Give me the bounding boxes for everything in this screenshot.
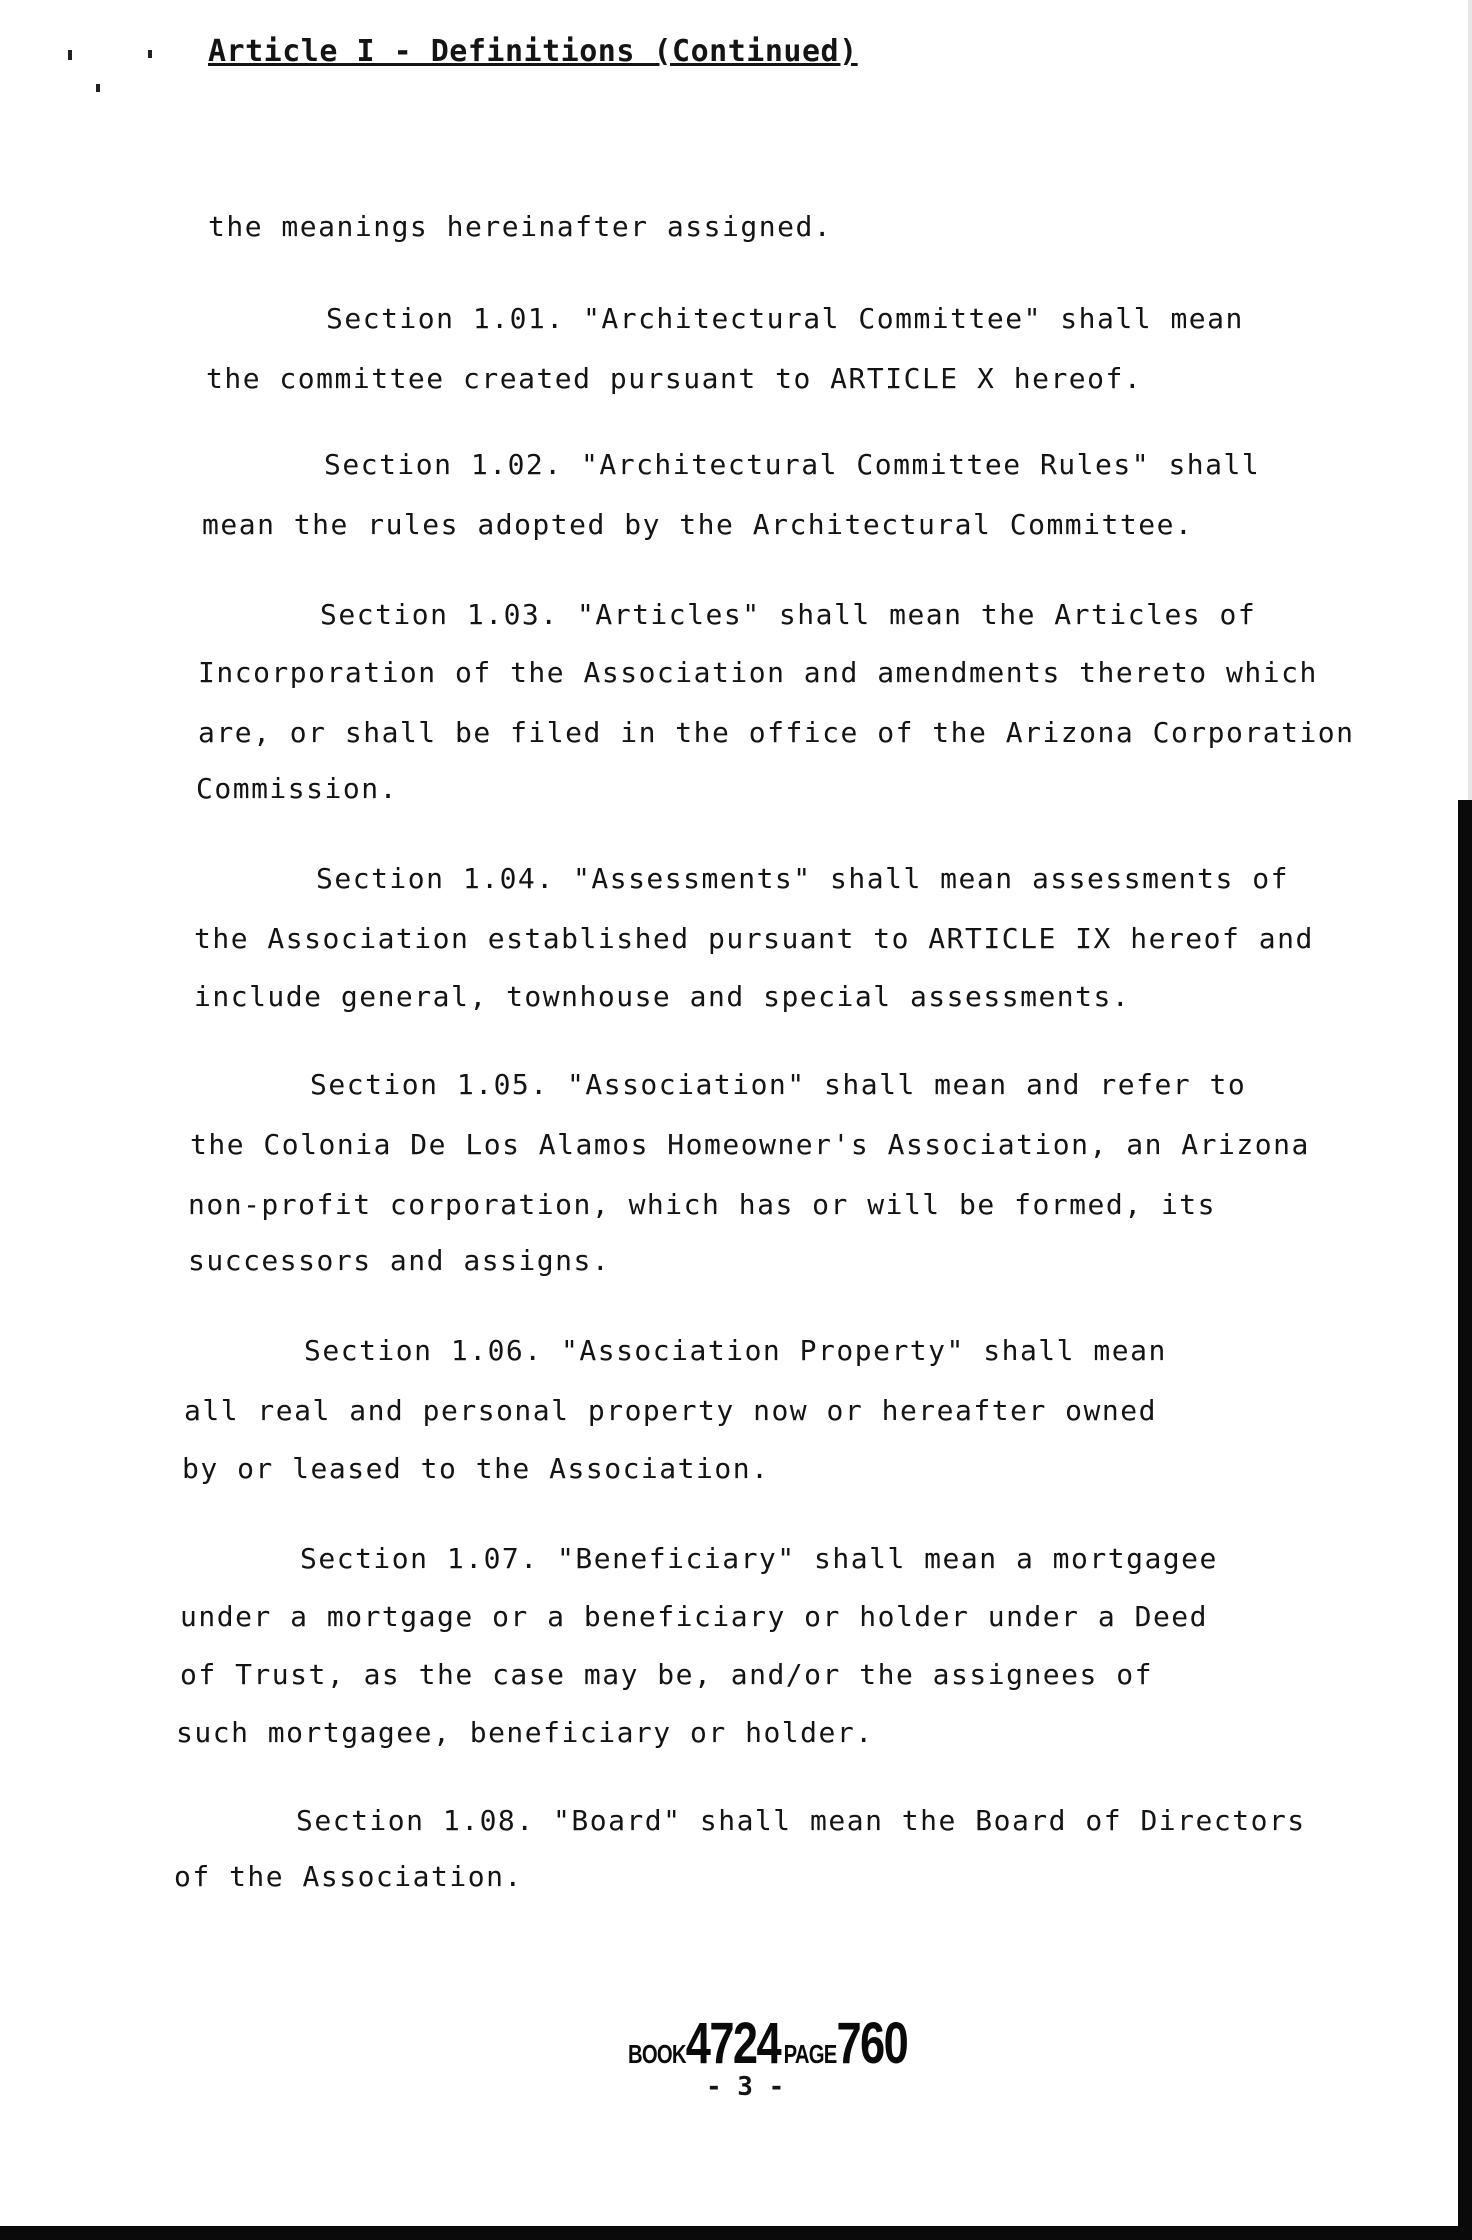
text-line: the Association established pursuant to ARTICLE IX hereof and bbox=[194, 922, 1314, 955]
book-number: 4724 bbox=[685, 2011, 781, 2076]
recording-stamp bbox=[628, 2010, 907, 2077]
book-label: BOOK bbox=[628, 2039, 686, 2069]
text-line: mean the rules adopted by the Architectural Committee. bbox=[202, 508, 1194, 541]
page-number: - 3 - bbox=[706, 2072, 785, 2102]
section-heading-line: Section 1.08. "Board" shall mean the Board of Directors bbox=[296, 1804, 1306, 1837]
text-line: the committee created pursuant to ARTICLE X hereof. bbox=[206, 362, 1143, 395]
text-line: under a mortgage or a beneficiary or holder under a Deed bbox=[180, 1600, 1209, 1633]
section-heading-line: Section 1.07. "Beneficiary" shall mean a mortgagee bbox=[300, 1542, 1218, 1575]
section-heading-line: Section 1.02. "Architectural Committee Rules" shall bbox=[324, 448, 1261, 481]
section-heading-line: Section 1.01. "Architectural Committee" shall mean bbox=[326, 302, 1244, 335]
scan-edge-right bbox=[1458, 800, 1472, 2240]
page-label: PAGE bbox=[783, 2039, 837, 2069]
section-heading-line: Section 1.03. "Articles" shall mean the Articles of bbox=[320, 598, 1257, 631]
scan-speck bbox=[148, 50, 152, 58]
text-line: of Trust, as the case may be, and/or the assignees of bbox=[180, 1658, 1153, 1691]
text-line: Incorporation of the Association and amendments thereto which bbox=[198, 656, 1318, 689]
page-reference: 760 bbox=[836, 2011, 908, 2076]
text-line: such mortgagee, beneficiary or holder. bbox=[176, 1716, 874, 1749]
text-line: successors and assigns. bbox=[188, 1244, 611, 1277]
text-line: non-profit corporation, which has or will be formed, its bbox=[188, 1188, 1217, 1221]
text-line: by or leased to the Association. bbox=[182, 1452, 770, 1485]
text-line: are, or shall be filed in the office of the Arizona Corporation bbox=[198, 716, 1355, 749]
text-line: of the Association. bbox=[174, 1860, 523, 1893]
scan-edge-bottom bbox=[0, 2226, 1472, 2240]
text-line: Commission. bbox=[196, 772, 398, 805]
section-heading-line: Section 1.06. "Association Property" shall mean bbox=[304, 1334, 1167, 1367]
section-heading-line: Section 1.05. "Association" shall mean and refer to bbox=[310, 1068, 1247, 1101]
text-line: all real and personal property now or hereafter owned bbox=[184, 1394, 1157, 1427]
scan-edge-right-top bbox=[1468, 0, 1472, 800]
section-heading-line: Section 1.04. "Assessments" shall mean assessments of bbox=[316, 862, 1289, 895]
scan-speck bbox=[68, 50, 72, 60]
text-line: the meanings hereinafter assigned. bbox=[208, 210, 833, 243]
text-line: include general, townhouse and special assessments. bbox=[194, 980, 1131, 1013]
scan-speck bbox=[96, 84, 100, 92]
text-line: the Colonia De Los Alamos Homeowner's Association, an Arizona bbox=[190, 1128, 1310, 1161]
article-heading: Article I - Definitions (Continued) bbox=[208, 34, 858, 69]
